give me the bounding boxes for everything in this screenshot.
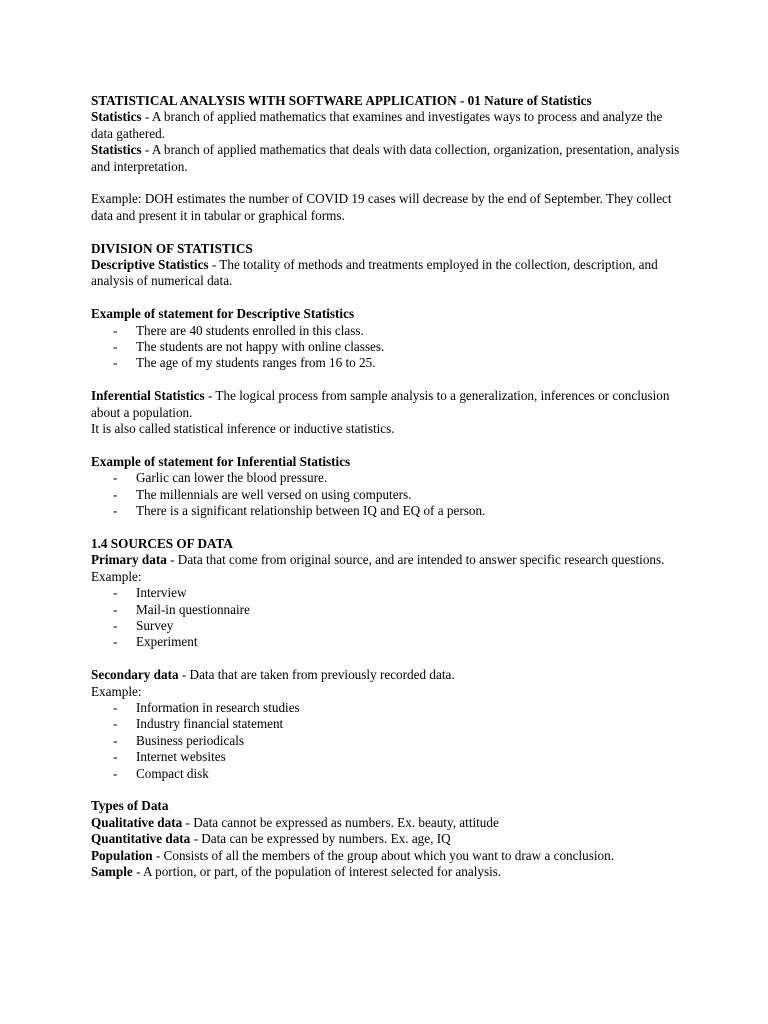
list-item: - Information in research studies <box>113 699 300 715</box>
document-title: STATISTICAL ANALYSIS WITH SOFTWARE APPLICATION - 01 Nature of Statistics <box>91 93 592 108</box>
inferential-definition: Inferential Statistics - The logical process from sample analysis to a generalization, inferences or conclusion about a population. <box>91 388 670 420</box>
list-item: - Interview <box>113 585 187 601</box>
primary-data-definition: Primary data - Data that come from original source, and are intended to answer specific research questions. <box>91 552 665 568</box>
primary-example-label: Example: <box>91 568 142 584</box>
list-item: - Experiment <box>113 634 198 650</box>
population-definition: Population - Consists of all the members of the group about which you want to draw a conclusion. <box>91 847 615 863</box>
descriptive-examples-list <box>91 323 681 372</box>
list-item: - The age of my students ranges from 16 to 25. <box>113 355 376 371</box>
list-item: - Survey <box>113 617 174 633</box>
list-item: - Industry financial statement <box>113 716 284 732</box>
types-heading: Types of Data <box>91 798 169 814</box>
secondary-example-label: Example: <box>91 683 142 699</box>
descriptive-definition: Descriptive Statistics - The totality of methods and treatments employed in the collection, description, and analysis of numerical data. <box>91 257 658 289</box>
primary-examples-list <box>91 585 681 651</box>
secondary-data-definition: Secondary data - Data that are taken from previously recorded data. <box>91 667 455 683</box>
list-item: - The students are not happy with online classes. <box>113 339 385 355</box>
inferential-examples-heading: Example of statement for Inferential Statistics <box>91 453 351 469</box>
statistics-definition-1: Statistics - A branch of applied mathematics that examines and investigates ways to process and analyze the data gathered. <box>91 109 663 141</box>
sources-heading: 1.4 SOURCES OF DATA <box>91 535 233 551</box>
list-item: - There are 40 students enrolled in this class. <box>113 322 364 338</box>
qualitative-definition: Qualitative data - Data cannot be expressed as numbers. Ex. beauty, attitude <box>91 814 499 830</box>
quantitative-definition: Quantitative data - Data can be expressed by numbers. Ex. age, IQ <box>91 831 451 847</box>
list-item: - Business periodicals <box>113 732 245 748</box>
example-paragraph: Example: DOH estimates the number of COVID 19 cases will decrease by the end of September. They collect data and present it in tabular or graphical forms. <box>91 191 672 223</box>
list-item: - Compact disk <box>113 765 209 781</box>
sample-definition: Sample - A portion, or part, of the population of interest selected for analysis. <box>91 863 502 879</box>
list-item: - The millennials are well versed on using computers. <box>113 486 412 502</box>
document-body <box>91 93 681 880</box>
list-item: - Garlic can lower the blood pressure. <box>113 470 328 486</box>
statistics-definition-2: Statistics - A branch of applied mathematics that deals with data collection, organization, presentation, analysis and interpretation. <box>91 142 680 174</box>
inferential-examples-list <box>91 470 681 519</box>
division-heading: DIVISION OF STATISTICS <box>91 240 253 256</box>
list-item: - Internet websites <box>113 749 226 765</box>
secondary-examples-list <box>91 700 681 782</box>
inferential-extra: It is also called statistical inference or inductive statistics. <box>91 421 395 437</box>
descriptive-examples-heading: Example of statement for Descriptive Statistics <box>91 306 355 322</box>
list-item: - Mail-in questionnaire <box>113 601 250 617</box>
list-item: - There is a significant relationship between IQ and EQ of a person. <box>113 503 486 519</box>
